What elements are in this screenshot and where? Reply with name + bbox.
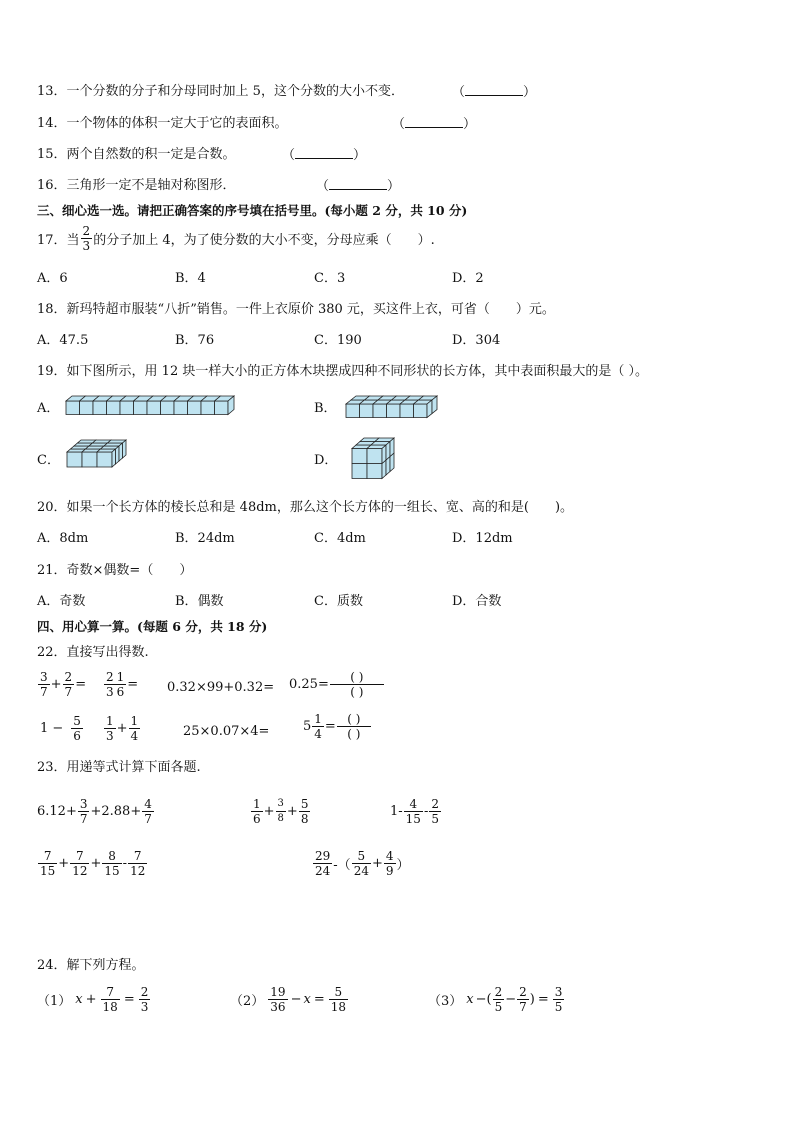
question-text: 14．一个物体的体积一定大于它的表面积。 [37,116,288,131]
question-23: 23．用递等式计算下面各题. [37,760,201,775]
cube-face [188,401,202,415]
option-18-b[interactable]: B．76 [175,333,215,348]
section-3-heading: 三、细心选一选。请把正确答案的序号填在括号里。(每小题 2 分，共 10 分) [37,203,468,218]
option-20-c[interactable]: C．4dm [314,531,366,546]
question-20: 20．如果一个长方体的棱长总和是 48dm，那么这个长方体的一组长、宽、高的和是( )。 [37,500,574,515]
answer-blank-16[interactable]: （ ） [316,179,401,194]
cuboid-figure-a [66,396,236,418]
cube-face [123,440,127,458]
calc-22-1: 3 7 + $\frac{2}{7}$ = [40,670,87,699]
calc-23-5: 29 24 -（ 5 24 + $\frac{4}{9}$ ） [315,849,410,878]
cube-face [174,401,188,415]
cube-face [346,404,360,418]
option-18-a[interactable]: A．47.5 [37,333,89,348]
blank-line [329,178,387,190]
cube-face [93,401,107,415]
calc-22-3: 0.32×99+0.32= [167,680,275,695]
option-18-c[interactable]: C．190 [314,333,362,348]
option-21-a[interactable]: A．奇数 [37,594,86,609]
cube-face [82,452,97,467]
cube-face [97,452,112,467]
option-21-c[interactable]: C．质数 [314,594,363,609]
cube-face [134,401,148,415]
question-text: 16．三角形一定不是轴对称图形． [37,178,236,193]
calc-22-5: 1 − $\frac{5}{6}$ [40,714,81,743]
cube-face [360,404,374,418]
question-text: 15．两个自然数的积一定是合数。 [37,147,236,162]
option-17-c[interactable]: C．3 [314,271,346,286]
cube-face [387,404,401,418]
calc-22-8: 5 $\frac{1}{4}$ = ( ) ( ) [303,712,372,741]
question-text: 13．一个分数的分子和分母同时加上 5，这个分数的大小不变． [37,84,404,99]
option-18-d[interactable]: D．304 [452,333,501,348]
fraction: 2 3 [82,224,91,253]
cube-face [119,443,123,461]
question-19: 19．如下图所示，用 12 块一样大小的正方体木块摆成四种不同形状的长方体，其中表面积最大的是（ ）。 [37,364,648,379]
cube-face [120,401,134,415]
cube-face [386,442,390,461]
cube-face [414,404,428,418]
question-13 [37,84,404,100]
cube-face [367,464,382,479]
calc-23-1: 6.12+ $\frac{3}{7}$ +2.88+ $\frac{4}{7}$ [37,797,152,826]
question-14 [37,116,288,132]
cube-face [367,449,382,464]
cube-face [390,438,394,457]
option-20-a[interactable]: A．8dm [37,531,89,546]
option-21-b[interactable]: B．偶数 [175,594,224,609]
question-21: 21．奇数×偶数=（ ） [37,563,193,578]
answer-blank-14[interactable]: （ ） [392,117,477,132]
calc-23-4: 7 15 + $\frac{7}{12}$ + $\frac{8}{15}$ - 7 12 [40,849,146,878]
calc-22-7: 25×0.07×4= [183,724,270,739]
blank-line [405,116,463,128]
cube-face [112,449,116,467]
option-17-b[interactable]: B．4 [175,271,206,286]
cube-face [373,404,387,418]
option-17-a[interactable]: A．6 [37,271,68,286]
cube-face [147,401,161,415]
section-4-heading: 四、用心算一算。(每题 6 分，共 18 分) [37,619,268,634]
cube-face [116,446,120,464]
calc-23-2: 1 6 + $\frac{3}{8}$ + $\frac{5}{8}$ [253,797,309,826]
question-18: 18．新玛特超市服装“八折”销售。一件上衣原价 380 元，买这件上衣，可省（ ）元。 [37,302,555,317]
question-17: 17．当 2 3 的分子加上 4，为了使分数的大小不变，分母应乘（ ）. [37,224,435,253]
answer-blank-15[interactable]: （ ） [282,148,367,163]
option-20-b[interactable]: B．24dm [175,531,235,546]
cuboid-figure-b [346,396,442,424]
calc-22-6: 1 3 + $\frac{1}{4}$ [106,714,139,743]
question-24: 24．解下列方程。 [37,958,145,973]
option-19-b[interactable]: B． [314,401,337,416]
calc-23-3: 1- 4 15 - 2 5 [390,797,439,826]
option-19-c[interactable]: C． [37,453,60,468]
cuboid-figure-c [67,440,133,480]
equation-24-3: （3） x −( 2 5 − $\frac{2}{7}$ ) = $\frac{3}{5}$ [428,985,563,1014]
cube-face [352,464,367,479]
cube-face [352,449,367,464]
calc-22-4: 0.25= ( ) ( ) [289,670,385,699]
cube-face [215,401,229,415]
cube-face [80,401,94,415]
option-17-d[interactable]: D．2 [452,271,484,286]
question-16 [37,178,236,194]
question-15 [37,147,236,163]
cube-face [67,452,82,467]
option-20-d[interactable]: D．12dm [452,531,513,546]
question-22: 22．直接写出得数. [37,645,149,660]
calc-22-2: 2 3 $\frac{1}{6}$ = [106,670,139,699]
cube-face [201,401,215,415]
cube-face [66,401,80,415]
cube-face [161,401,175,415]
equation-24-2: （2） 19 36 − x = $\frac{5}{18}$ [230,985,346,1014]
option-19-d[interactable]: D． [314,453,338,468]
answer-blank-13[interactable]: （ ） [452,85,537,100]
cube-face [107,401,121,415]
equation-24-1: （1） x + $\frac{7}{18}$ = $\frac{2}{3}$ [37,985,149,1014]
blank-line [295,147,353,159]
option-21-d[interactable]: D．合数 [452,594,502,609]
blank-line [465,84,523,96]
cube-face [382,445,386,464]
option-19-a[interactable]: A． [37,401,60,416]
cuboid-figure-d [352,438,408,482]
cube-face [400,404,414,418]
